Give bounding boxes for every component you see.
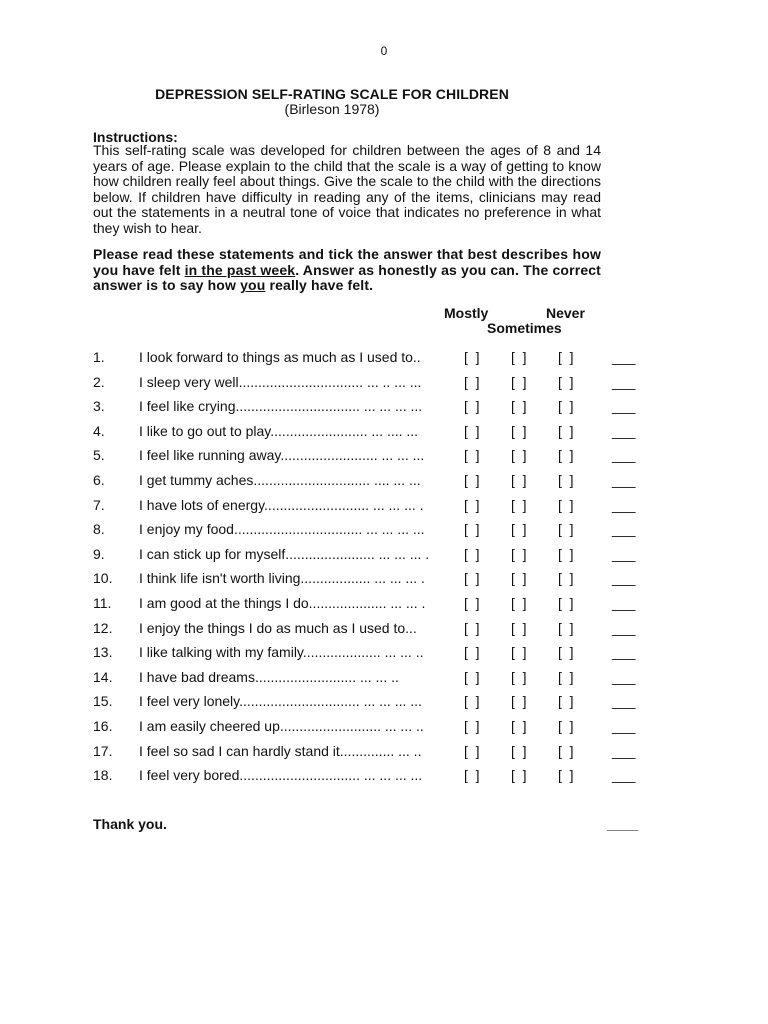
checkbox-sometimes[interactable]: [ ] <box>511 570 527 587</box>
checkbox-never[interactable]: [ ] <box>558 521 574 538</box>
item-score-blank[interactable]: ___ <box>612 693 636 710</box>
directions-text-3: really have felt. <box>265 277 374 294</box>
checkbox-never[interactable]: [ ] <box>558 693 574 710</box>
item-number: 17. <box>93 742 113 759</box>
item-statement: I enjoy the things I do as much as I used to... <box>139 619 417 636</box>
list-item <box>0 423 768 443</box>
checkbox-mostly[interactable]: [ ] <box>464 693 480 710</box>
checkbox-never[interactable]: [ ] <box>558 595 574 611</box>
item-number: 11. <box>93 595 112 611</box>
checkbox-sometimes[interactable]: [ ] <box>511 668 527 685</box>
instructions-body: This self-rating scale was developed for children between the ages of 8 and 14 years of age. Please explain to the child that the scale is a way of getting to know how children really feel about things. Give the scale to the child with the directions below. If children have difficulty in reading any of the items, clinicians may read out the statements in a neutral tone of voice that indicates no preference in what they wish to hear. <box>93 142 601 236</box>
list-item <box>0 521 768 541</box>
checkbox-never[interactable]: [ ] <box>558 644 574 661</box>
checkbox-never[interactable]: [ ] <box>558 496 574 513</box>
item-statement: I can stick up for myself....................... ... ... ... . <box>139 545 430 562</box>
item-statement: I have bad dreams.......................... ... ... .. <box>139 668 399 685</box>
directions-underline-past-week: in the past week <box>184 261 296 278</box>
item-number: 9. <box>93 545 105 562</box>
item-number: 7. <box>93 496 105 513</box>
list-item <box>0 472 768 492</box>
checkbox-mostly[interactable]: [ ] <box>464 668 480 685</box>
checkbox-never[interactable]: [ ] <box>558 349 574 365</box>
item-score-blank[interactable]: ___ <box>612 570 636 587</box>
checkbox-sometimes[interactable]: [ ] <box>511 718 527 734</box>
column-header-mostly: Mostly <box>444 305 489 321</box>
checkbox-sometimes[interactable]: [ ] <box>511 644 527 661</box>
checkbox-mostly[interactable]: [ ] <box>464 349 480 365</box>
checkbox-mostly[interactable]: [ ] <box>464 521 480 538</box>
item-score-blank[interactable]: ___ <box>612 398 636 415</box>
list-item <box>0 693 768 713</box>
item-score-blank[interactable]: ___ <box>612 595 636 611</box>
item-number: 5. <box>93 447 105 464</box>
instructions-heading: Instructions: <box>93 129 178 145</box>
page-number: 0 <box>380 44 388 58</box>
item-number: 1. <box>93 349 105 365</box>
checkbox-mostly[interactable]: [ ] <box>464 718 480 734</box>
list-item <box>0 546 768 566</box>
checkbox-mostly[interactable]: [ ] <box>464 422 480 439</box>
list-item <box>0 718 768 738</box>
item-number: 8. <box>93 521 105 538</box>
list-item <box>0 447 768 467</box>
checkbox-sometimes[interactable]: [ ] <box>511 447 527 464</box>
checkbox-mostly[interactable]: [ ] <box>464 767 480 784</box>
list-item <box>0 497 768 517</box>
item-statement: I feel very lonely............................... ... ... ... ... <box>139 693 422 710</box>
checkbox-sometimes[interactable]: [ ] <box>511 422 527 439</box>
list-item <box>0 570 768 590</box>
checkbox-mostly[interactable]: [ ] <box>464 644 480 661</box>
item-score-blank[interactable]: ___ <box>612 349 636 365</box>
item-number: 6. <box>93 472 105 488</box>
item-statement: I feel like running away......................... ... ... ... <box>139 447 425 464</box>
item-score-blank[interactable]: ___ <box>612 447 636 464</box>
item-score-blank[interactable]: ___ <box>612 767 636 784</box>
item-score-blank[interactable]: ___ <box>612 373 636 390</box>
checkbox-sometimes[interactable]: [ ] <box>511 349 527 365</box>
checkbox-never[interactable]: [ ] <box>558 767 574 784</box>
column-header-never: Never <box>546 305 585 321</box>
checkbox-mostly[interactable]: [ ] <box>464 595 480 611</box>
total-score-blank[interactable]: ____ <box>607 816 639 832</box>
directions-underline-you: you <box>240 277 266 294</box>
checkbox-sometimes[interactable]: [ ] <box>511 619 527 636</box>
item-number: 14. <box>93 668 113 685</box>
item-statement: I feel like crying................................ ... ... ... ... <box>139 398 423 415</box>
checkbox-mostly[interactable]: [ ] <box>464 373 480 390</box>
list-item <box>0 767 768 787</box>
item-number: 15. <box>93 693 113 710</box>
item-statement: I sleep very well................................ ... .. ... ... <box>139 373 422 390</box>
list-item <box>0 595 768 615</box>
item-score-blank[interactable]: ___ <box>612 472 636 488</box>
checkbox-never[interactable]: [ ] <box>558 472 574 488</box>
item-score-blank[interactable]: ___ <box>612 718 636 734</box>
checkbox-sometimes[interactable]: [ ] <box>511 472 527 488</box>
checkbox-sometimes[interactable]: [ ] <box>511 545 527 562</box>
checkbox-mostly[interactable]: [ ] <box>464 570 480 587</box>
item-statement: I enjoy my food................................. ... ... ... ... <box>139 521 425 538</box>
item-score-blank[interactable]: ___ <box>612 668 636 685</box>
item-score-blank[interactable]: ___ <box>612 521 636 538</box>
document-title: DEPRESSION SELF-RATING SCALE FOR CHILDREN <box>155 86 509 102</box>
checkbox-mostly[interactable]: [ ] <box>464 398 480 415</box>
directions-text-1: Please read these statements and tick the answer that best describes how you have felt <box>93 246 601 278</box>
checkbox-mostly[interactable]: [ ] <box>464 742 480 759</box>
list-item <box>0 349 768 369</box>
item-score-blank[interactable]: ___ <box>612 742 636 759</box>
directions-text-2: . Answer as honestly as you can. The correct answer is to say how <box>93 261 601 294</box>
checkbox-sometimes[interactable]: [ ] <box>511 521 527 538</box>
document-subtitle: (Birleson 1978) <box>284 101 380 117</box>
closing-text: Thank you. <box>93 816 167 832</box>
checkbox-mostly[interactable]: [ ] <box>464 545 480 562</box>
item-statement: I look forward to things as much as I used to.. <box>139 349 421 365</box>
item-statement: I am easily cheered up.......................... ... ... .. <box>139 718 424 734</box>
checkbox-never[interactable]: [ ] <box>558 619 574 636</box>
checkbox-never[interactable]: [ ] <box>558 422 574 439</box>
item-statement: I feel very bored............................... ... ... ... ... <box>139 767 423 784</box>
checkbox-mostly[interactable]: [ ] <box>464 472 480 488</box>
item-score-blank[interactable]: ___ <box>612 545 636 562</box>
checkbox-sometimes[interactable]: [ ] <box>511 767 527 784</box>
item-number: 13. <box>93 644 113 661</box>
list-item <box>0 398 768 418</box>
checkbox-sometimes[interactable]: [ ] <box>511 398 527 415</box>
checkbox-sometimes[interactable]: [ ] <box>511 595 527 611</box>
item-statement: I have lots of energy........................... ... ... ... . <box>139 496 424 513</box>
checkbox-never[interactable]: [ ] <box>558 742 574 759</box>
checkbox-mostly[interactable]: [ ] <box>464 619 480 636</box>
checkbox-never[interactable]: [ ] <box>558 398 574 415</box>
item-statement: I think life isn't worth living.................. ... ... ... . <box>139 570 425 587</box>
checkbox-sometimes[interactable]: [ ] <box>511 373 527 390</box>
item-number: 2. <box>93 373 105 390</box>
list-item <box>0 743 768 763</box>
item-number: 10. <box>93 570 113 587</box>
item-statement: I feel so sad I can hardly stand it.............. ... .. <box>139 742 422 759</box>
checkbox-never[interactable]: [ ] <box>558 570 574 587</box>
checkbox-never[interactable]: [ ] <box>558 373 574 390</box>
item-score-blank[interactable]: ___ <box>612 496 636 513</box>
item-statement: I get tummy aches.............................. .... ... ... <box>139 472 421 488</box>
item-number: 12. <box>93 619 113 636</box>
list-item <box>0 620 768 640</box>
item-number: 4. <box>93 422 105 439</box>
column-header-sometimes: Sometimes <box>487 320 562 336</box>
list-item <box>0 669 768 689</box>
item-statement: I am good at the things I do.................... ... ... . <box>139 595 426 611</box>
checkbox-mostly[interactable]: [ ] <box>464 496 480 513</box>
item-score-blank[interactable]: ___ <box>612 644 636 661</box>
item-score-blank[interactable]: ___ <box>612 422 636 439</box>
item-number: 3. <box>93 398 105 415</box>
item-statement: I like talking with my family.................... ... ... .. <box>139 644 424 661</box>
item-number: 18. <box>93 767 113 784</box>
checkbox-sometimes[interactable]: [ ] <box>511 742 527 759</box>
item-score-blank[interactable]: ___ <box>612 619 636 636</box>
checkbox-sometimes[interactable]: [ ] <box>511 693 527 710</box>
directions-paragraph <box>93 247 601 294</box>
list-item <box>0 644 768 664</box>
checkbox-never[interactable]: [ ] <box>558 447 574 464</box>
checkbox-mostly[interactable]: [ ] <box>464 447 480 464</box>
checkbox-never[interactable]: [ ] <box>558 718 574 734</box>
list-item <box>0 374 768 394</box>
item-statement: I like to go out to play......................... ... .... ... <box>139 422 419 439</box>
item-number: 16. <box>93 718 113 734</box>
checkbox-sometimes[interactable]: [ ] <box>511 496 527 513</box>
checkbox-never[interactable]: [ ] <box>558 545 574 562</box>
checkbox-never[interactable]: [ ] <box>558 668 574 685</box>
